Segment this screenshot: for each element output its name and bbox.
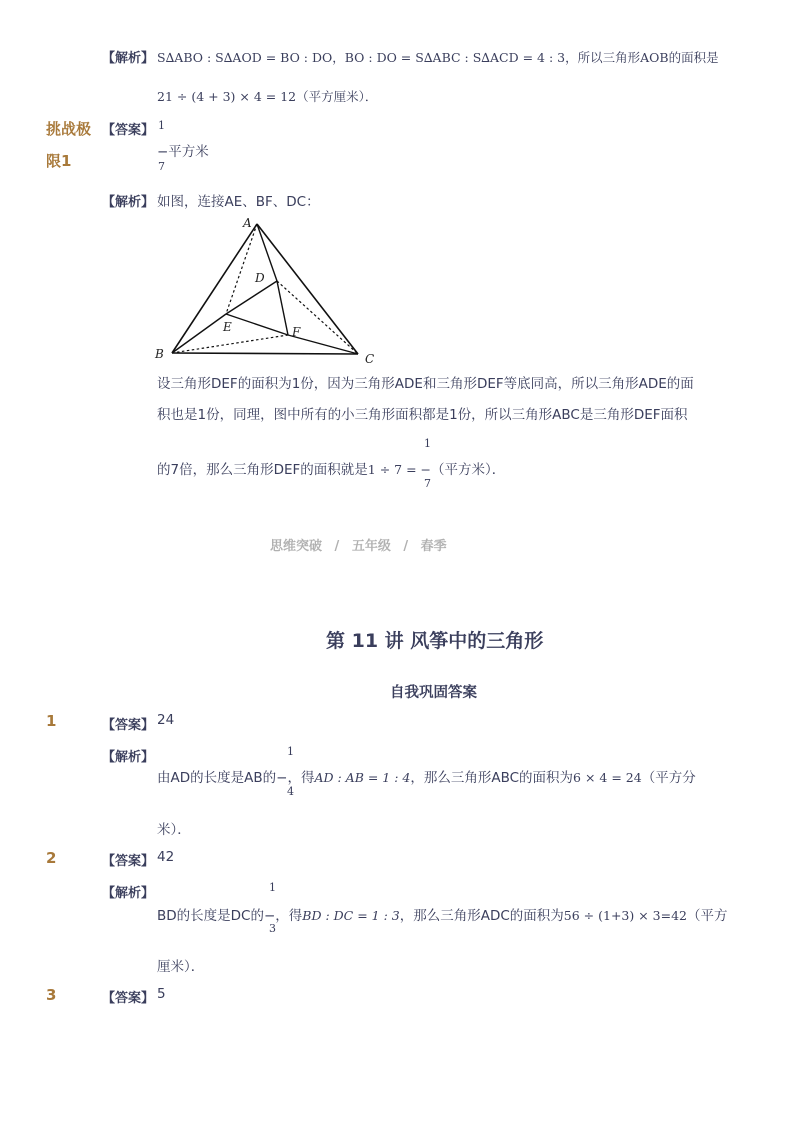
triangle-diagram: [150, 218, 385, 370]
line-text: 由AD的长度是AB的−，得: [157, 770, 315, 786]
fraction-numerator: 1: [287, 745, 294, 758]
analysis-tag: 【解析】: [102, 886, 155, 901]
line-text: ，那么三角形ABC的面积为: [410, 770, 574, 786]
challenge-label: 挑战极: [46, 120, 92, 138]
line-text: （平方分: [641, 770, 696, 786]
challenge-label-number: 限1: [46, 152, 72, 170]
dashed-bf: [172, 335, 288, 353]
segment-de: [226, 281, 277, 314]
answer-tag: 【答案】: [102, 854, 155, 869]
ratio-math: AD : AB = 1 : 4: [314, 770, 411, 785]
footer-book: 思维突破: [270, 539, 323, 554]
analysis-line-2: 厘米）．: [157, 959, 205, 975]
line-text: BD的长度是DC的−，得: [157, 908, 303, 924]
page-footer: [270, 535, 447, 554]
analysis-line-1: [157, 904, 728, 924]
edge-ac: [257, 224, 358, 354]
question-number: 3: [46, 986, 57, 1004]
analysis-line-2: 米）．: [157, 822, 191, 838]
label-d: D: [255, 271, 265, 285]
analysis-line-1: [157, 766, 696, 786]
edge-bc: [172, 353, 358, 354]
answer-tag: 【答案】: [102, 991, 155, 1006]
label-f: F: [292, 325, 301, 339]
lesson-title: 第 11 讲 风筝中的三角形: [326, 630, 544, 652]
area-math: 56 ÷ (1+3) × 3=42: [563, 908, 688, 923]
answer-tag: 【答案】: [102, 123, 155, 138]
analysis-tag: 【解析】: [102, 51, 155, 66]
label-e: E: [223, 320, 232, 334]
question-number: 2: [46, 849, 57, 867]
analysis-paragraph-2: 积也是1份，同理，图中所有的小三角形面积都是1份，所以三角形ABC是三角形DEF面积: [157, 407, 688, 423]
footer-separator: /: [403, 539, 409, 554]
dashed-ae: [226, 224, 257, 314]
label-a: A: [243, 218, 252, 230]
answer-tag: 【答案】: [102, 718, 155, 733]
label-c: C: [365, 352, 375, 366]
line-text: （平方: [687, 908, 728, 924]
segment-be: [172, 314, 226, 353]
answer-fraction-numerator: 1: [158, 119, 165, 132]
question-number: 1: [46, 712, 57, 730]
fraction-denominator: 7: [424, 477, 431, 490]
fraction-numerator: 1: [424, 437, 431, 450]
analysis-tag: 【解析】: [102, 195, 155, 210]
paragraph-3-text: 的7倍，那么三角形DEF的面积就是: [157, 462, 368, 478]
footer-term: 春季: [420, 539, 447, 554]
segment-ef: [226, 314, 288, 335]
analysis-paragraph-1: 设三角形DEF的面积为1份，因为三角形ADE和三角形DEF等底同高，所以三角形ADE的面: [157, 376, 694, 392]
fraction-denominator: 4: [287, 785, 294, 798]
line-text: ，那么三角形ADC的面积为: [399, 908, 564, 924]
analysis-formula-line-2: 21 ÷ (4 + 3) × 4 = 12（平方厘米）．: [157, 89, 378, 104]
paragraph-3-math: 1 ÷ 7 = −: [367, 462, 432, 477]
analysis-formula-line-1: S∆ABO : S∆AOD = BO : DO，BO : DO = S∆ABC : S∆ACD = 4 : 3，所以三角形AOB的面积是: [157, 50, 719, 65]
area-math: 6 × 4 = 24: [573, 770, 642, 785]
fraction-denominator: 3: [269, 922, 276, 935]
answer-value: 42: [157, 849, 175, 865]
answer-fraction-denominator: 7: [158, 160, 165, 173]
analysis-intro: 如图，连接AE、BF、DC：: [157, 194, 320, 210]
analysis-tag: 【解析】: [102, 750, 155, 765]
ratio-math: BD : DC = 1 : 3: [302, 908, 400, 923]
footer-separator: /: [334, 539, 340, 554]
answer-value: 5: [157, 986, 166, 1002]
edge-ab: [172, 224, 257, 353]
section-subtitle: 自我巩固答案: [390, 685, 477, 701]
fraction-numerator: 1: [269, 881, 276, 894]
analysis-paragraph-3: [157, 458, 505, 478]
answer-unit: −平方米: [157, 144, 209, 160]
answer-value: 24: [157, 712, 175, 728]
label-b: B: [155, 347, 164, 361]
footer-grade: 五年级: [351, 539, 391, 554]
paragraph-3-unit: （平方米）．: [431, 462, 506, 478]
